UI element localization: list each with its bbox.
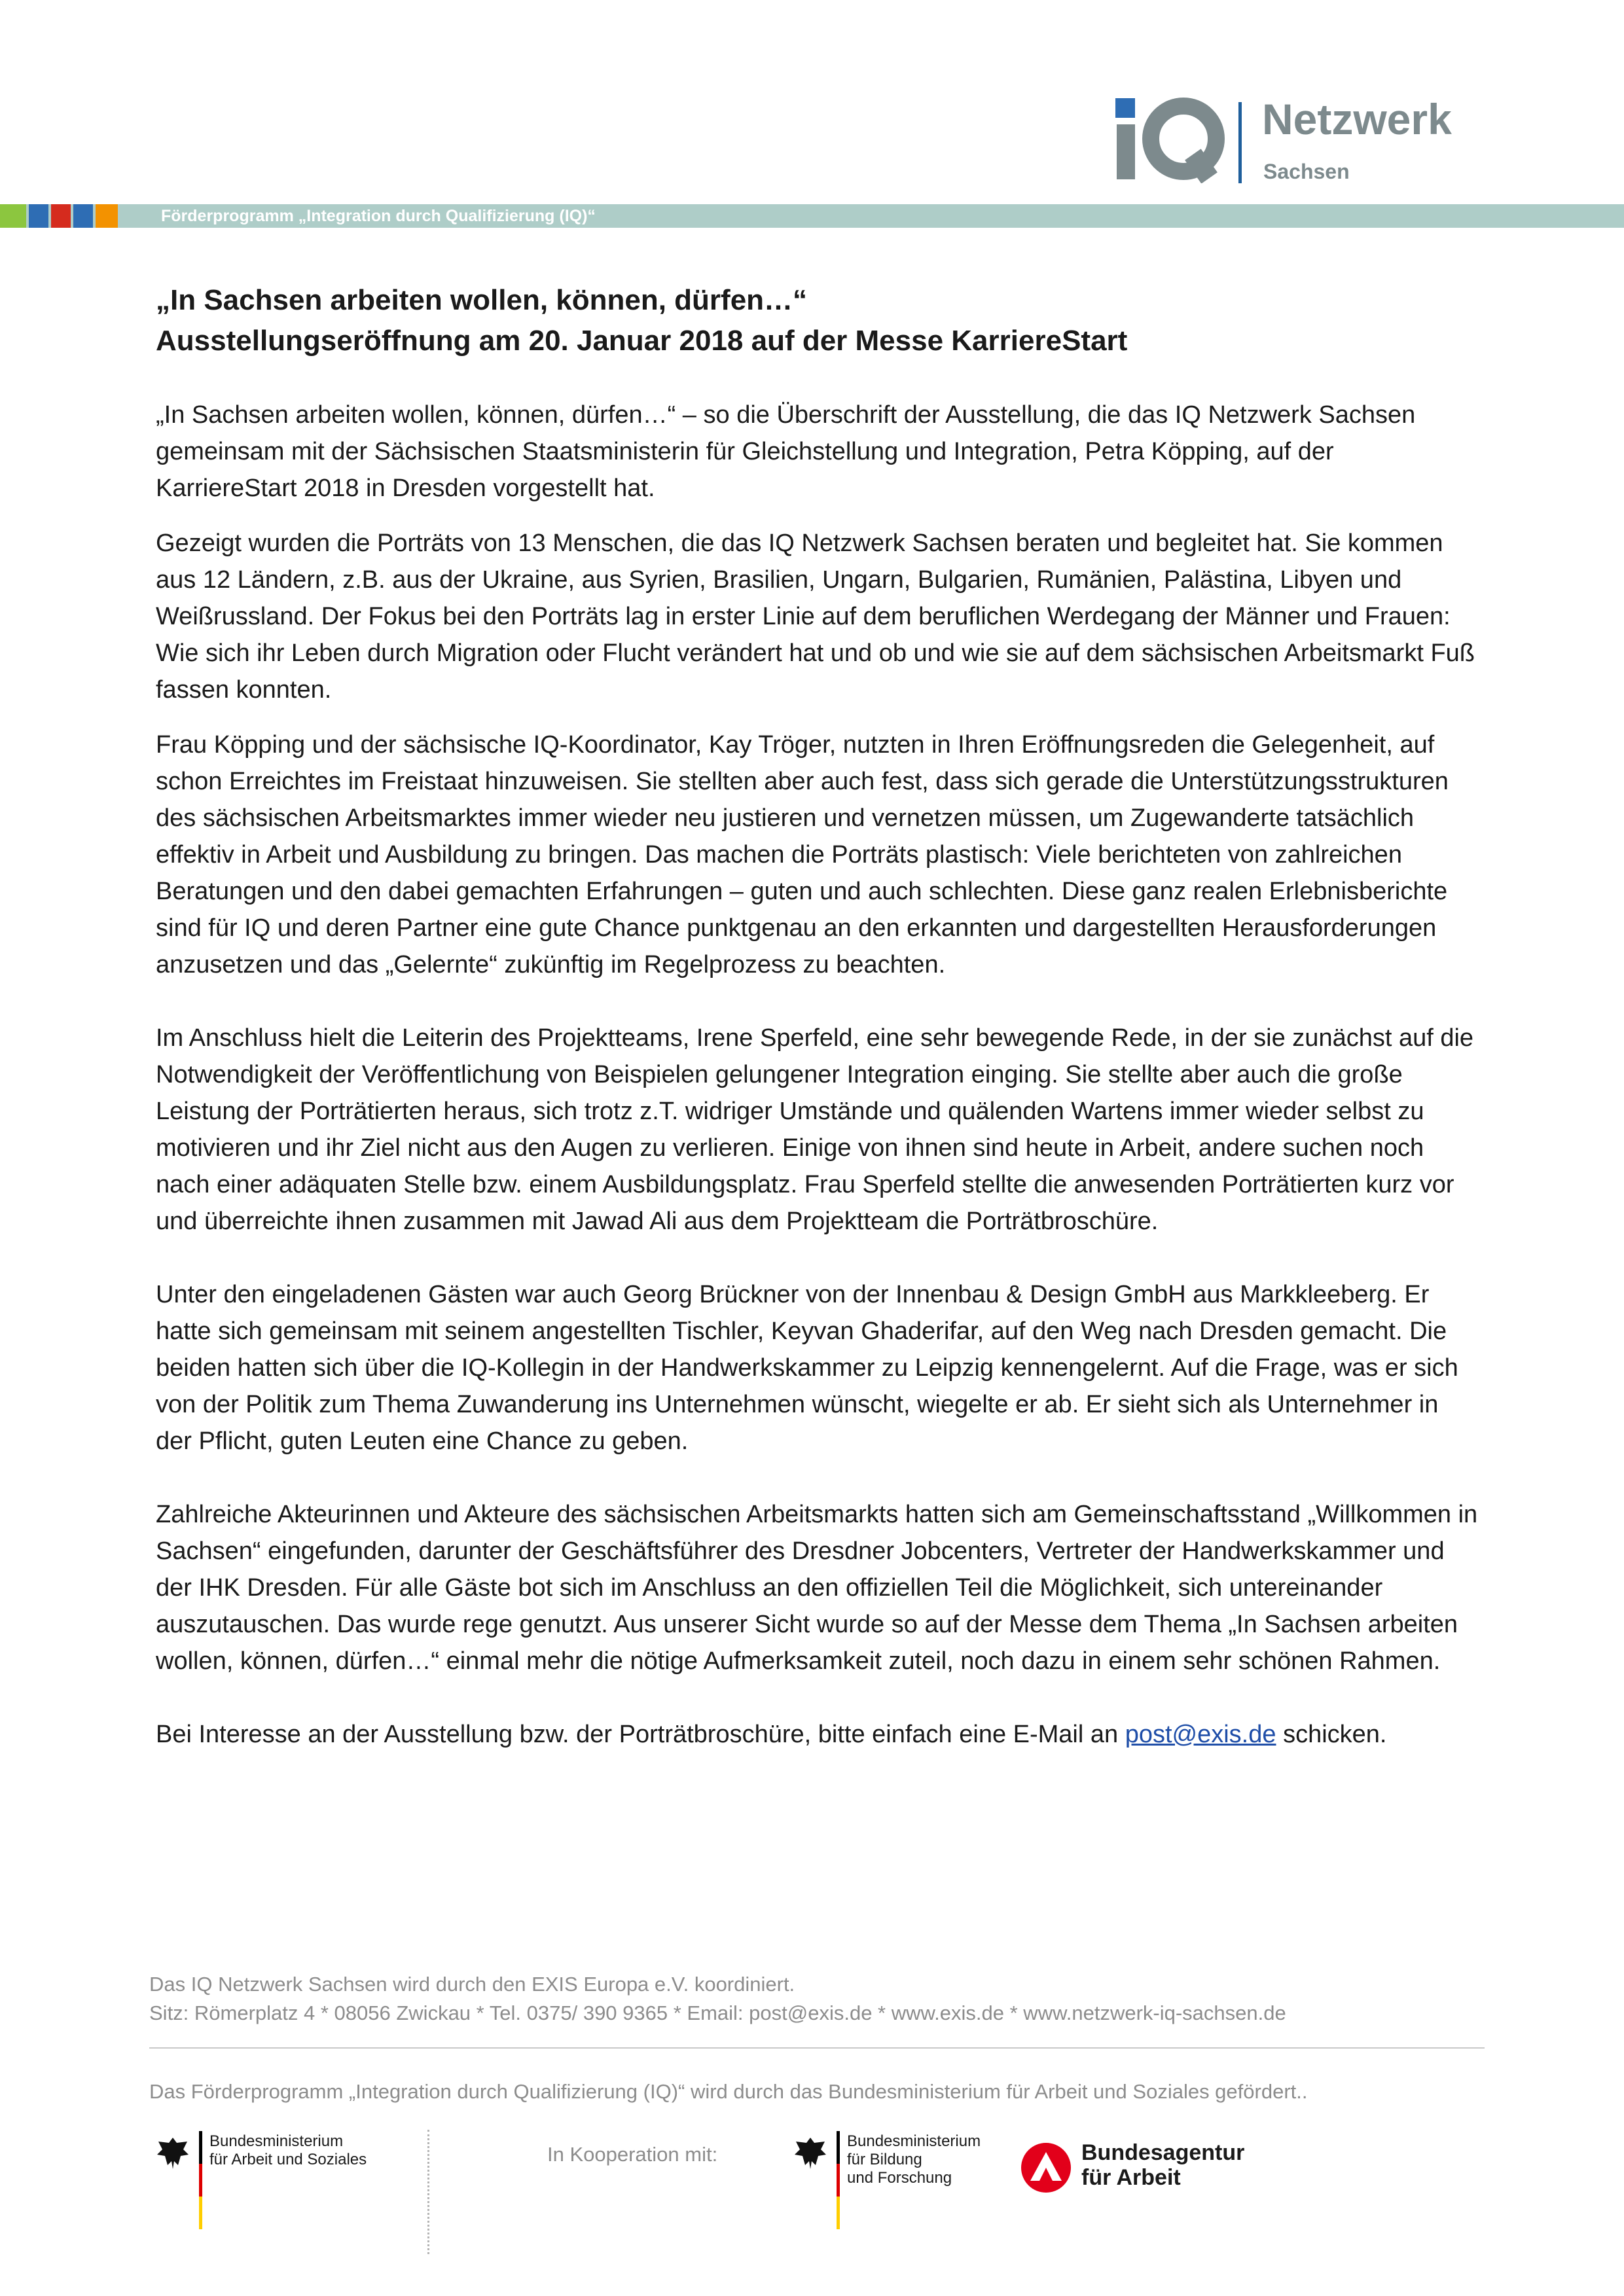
article-body — [156, 397, 1478, 1753]
contact-text: Bei Interesse an der Ausstellung bzw. der Porträtbroschüre, bitte einfach eine E-Mail an — [156, 1721, 1125, 1748]
flag-stripe-icon — [837, 2131, 840, 2229]
program-line: Förderprogramm „Integration durch Qualifizierung (IQ)“ — [161, 207, 596, 225]
logo-separator — [427, 2130, 429, 2254]
bmbf-line-3: und Forschung — [847, 2169, 952, 2187]
paragraph-speeches: Frau Köpping und der sächsische IQ-Koordinator, Kay Tröger, nutzten in Ihren Eröffnungsreden die Gelegenheit, auf schon Erreichtes im Freistaat hinzuweisen. Sie stellten aber auch fest, dass sich gerade die Unterstützungsstrukturen des sächsischen Arbeitsmarktes immer wieder neu justieren und vernetzen müssen, um Zugewanderte tatsächlich effektiv in Arbeit und Ausbildung zu bringen. Das machen die Porträts plastisch: Viele berichteten von zahlreichen Beratungen und den dabei gemachten Erfahrungen – guten und auch schlechten. Diese ganz realen Erlebnisberichte sind für IQ und deren Partner eine gute Chance punktgenau an den erkannten und dargestellten Herausforderungen anzusetzen und das „Gelernte“ zukünftig im Regelprozess zu beachten. — [156, 731, 1449, 978]
paragraph-portraits: Gezeigt wurden die Porträts von 13 Menschen, die das IQ Netzwerk Sachsen beraten und begleitet hat. Sie kommen aus 12 Ländern, z.B. aus der Ukraine, aus Syrien, Brasilien, Ungarn, Bulgarien, Rumänien, Palästina, Libyen und Weißrussland. Der Fokus bei den Porträts lag in erster Linie auf dem beruflichen Werdegang der Männer und Frauen: Wie sich ihr Leben durch Migration oder Flucht verändert hat und ob und wie sie auf dem sächsischen Arbeitsmarkt Fuß fassen konnten. — [156, 529, 1475, 704]
bmbf-line-2: für Bildung — [847, 2151, 922, 2168]
logo-divider — [1238, 102, 1242, 183]
article — [156, 280, 1478, 1771]
flag-stripe-icon — [199, 2131, 202, 2229]
paragraph-sperfeld: Im Anschluss hielt die Leiterin des Projektteams, Irene Sperfeld, eine sehr bewegende Rede, in der sie zunächst auf die Notwendigkeit der Veröffentlichung von Beispielen gelungener Integration einging. Sie stellte aber auch die große Leistung der Porträtierten heraus, sich trotz z.T. widriger Umstände und quälenden Wartens immer wieder selbst zu motivieren und ihr Ziel nicht aus den Augen zu verlieren. Einige von ihnen sind heute in Arbeit, andere suchen noch nach einer adäquaten Stelle bzw. einem Ausbildungsplatz. Frau Sperfeld stellte die anwesenden Porträtierten kurz vor und überreichte ihnen zusammen mit Jawad Ali aus dem Projektteam die Porträtbroschüre. — [156, 1024, 1474, 1235]
ba-line-2: für Arbeit — [1081, 2165, 1181, 2190]
article-title — [156, 280, 1478, 361]
stripe-block-red — [51, 204, 71, 228]
bmas-line-2: für Arbeit und Soziales — [209, 2151, 367, 2168]
email-link[interactable]: post@exis.de — [1125, 1721, 1276, 1748]
bmbf-name — [847, 2132, 981, 2187]
bundesagentur-icon — [1020, 2142, 1072, 2194]
stripe-block-blue — [29, 204, 48, 228]
footer-divider — [149, 2047, 1485, 2049]
cooperation-label: In Kooperation mit: — [547, 2143, 718, 2166]
ba-line-1: Bundesagentur — [1081, 2140, 1245, 2165]
logo-name: Netzwerk — [1262, 95, 1452, 143]
partner-logos — [149, 2130, 1485, 2261]
bundesagentur-name — [1081, 2140, 1244, 2190]
paragraph-stand: Zahlreiche Akteurinnen und Akteure des sächsischen Arbeitsmarkts hatten sich am Gemeinschaftsstand „Willkommen in Sachsen“ eingefunden, darunter der Geschäftsführer des Dresdner Jobcenters, Vertreter der Handwerkskammer und der IHK Dresden. Für alle Gäste bot sich im Anschluss an den offiziellen Teil die Möglichkeit, sich untereinander auszutauschen. Das wurde rege genutzt. Aus unserer Sicht wurde so auf der Messe dem Thema „In Sachsen arbeiten wollen, können, dürfen…“ einmal mehr die nötige Aufmerksamkeit zuteil, noch dazu in einem sehr schönen Rahmen. — [156, 1501, 1478, 1675]
stripe-block-orange — [96, 204, 118, 228]
footer-funding-note: Das Förderprogramm „Integration durch Qualifizierung (IQ)“ wird durch das Bundesministerium für Arbeit und Soziales gefördert.. — [149, 2080, 1308, 2103]
paragraph-guests: Unter den eingeladenen Gästen war auch Georg Brückner von der Innenbau & Design GmbH aus Markkleeberg. Er hatte sich gemeinsam mit seinem angestellten Tischler, Keyvan Ghaderifar, auf den Weg nach Dresden gemacht. Die beiden hatten sich über die IQ-Kollegin in der Handwerkskammer zu Leipzig kennengelernt. Auf die Frage, was er sich von der Politik zum Thema Zuwanderung ins Unternehmen wünscht, wiegelte er ab. Er sieht sich als Unternehmer in der Pflicht, guten Leuten eine Chance zu geben. — [156, 1281, 1458, 1455]
logo-region: Sachsen — [1263, 160, 1350, 183]
iq-netzwerk-logo — [1113, 92, 1479, 190]
title-line-1: „In Sachsen arbeiten wollen, können, dürfen…“ — [156, 284, 808, 316]
stripe-block-blue-2 — [73, 204, 93, 228]
program-stripe — [0, 204, 1624, 228]
bmas-name — [209, 2132, 367, 2169]
paragraph-contact — [156, 1716, 1478, 1753]
bmbf-line-1: Bundesministerium — [847, 2132, 981, 2150]
bmas-line-1: Bundesministerium — [209, 2132, 344, 2150]
stripe-block-green — [0, 204, 26, 228]
paragraph-intro: „In Sachsen arbeiten wollen, können, dürfen…“ – so die Überschrift der Ausstellung, die das IQ Netzwerk Sachsen gemeinsam mit der Sächsischen Staatsministerin für Gleichstellung und Integration, Petra Köpping, auf der KarriereStart 2018 in Dresden vorgestellt hat. — [156, 401, 1416, 502]
footer-coordination: Das IQ Netzwerk Sachsen wird durch den EXIS Europa e.V. koordiniert. — [149, 1973, 795, 1996]
eagle-icon — [792, 2135, 829, 2172]
bmbf-logo — [792, 2130, 1001, 2234]
contact-text-end: schicken. — [1276, 1721, 1387, 1748]
bmas-logo — [154, 2130, 416, 2234]
footer — [149, 1970, 1485, 2103]
iq-logo-mark — [1113, 92, 1231, 183]
eagle-icon — [154, 2135, 191, 2172]
footer-address: Sitz: Römerplatz 4 * 08056 Zwickau * Tel. 0375/ 390 9365 * Email: post@exis.de * www.exis.de * www.netzwerk-iq-sachsen.de — [149, 2001, 1286, 2024]
title-line-2: Ausstellungseröffnung am 20. Januar 2018 auf der Messe KarriereStart — [156, 325, 1128, 357]
